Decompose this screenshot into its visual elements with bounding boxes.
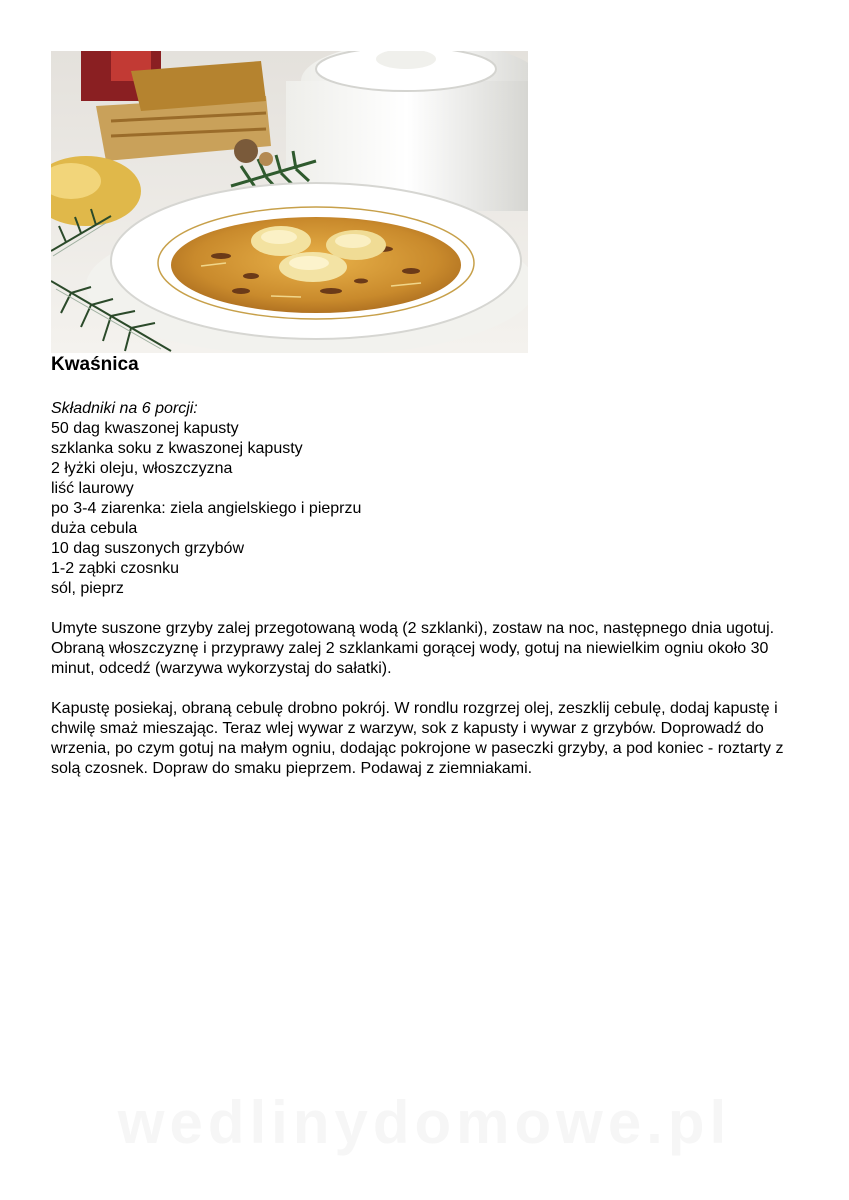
recipe-title: Kwaśnica [51,354,139,375]
ingredients-list [51,419,811,599]
soup-photo [51,51,528,353]
ingredient-item: szklanka soku z kwaszonej kapusty [51,440,303,457]
ingredient-item: po 3-4 ziarenka: ziela angielskiego i pieprzu [51,500,362,517]
ingredient-item: 50 dag kwaszonej kapusty [51,420,239,437]
instructions-paragraph-1: Umyte suszone grzyby zalej przegotowaną wodą (2 szklanki), zostaw na noc, następnego dnia ugotuj. Obraną włoszczyznę i przyprawy zalej 2 szklankami gorącej wody, gotuj na niewielkim ogniu około 30 minut, odcedź (warzywa wykorzystaj do sałatki). [51,620,775,677]
recipe-body [51,399,811,779]
ingredient-item: duża cebula [51,520,138,537]
ingredient-item: liść laurowy [51,480,134,497]
ingredient-item: 1-2 ząbki czosnku [51,560,180,577]
ingredients-heading: Składniki na 6 porcji: [51,400,198,417]
ingredient-item: sól, pieprz [51,580,124,597]
ingredient-item: 10 dag suszonych grzybów [51,540,244,557]
instructions-paragraph-2: Kapustę posiekaj, obraną cebulę drobno pokrój. W rondlu rozgrzej olej, zeszklij cebulę, dodaj kapustę i chwilę smaż mieszając. Teraz wlej wywar z warzyw, sok z kapusty i wywar z grzybów. Doprowadź do wrzenia, po czym gotuj na małym ogniu, dodając pokrojone w paseczki grzyby, a pod koniec - roztarty z solą czosnek. Dopraw do smaku pieprzem. Podawaj z ziemniakami. [51,700,784,777]
watermark-text: wedlinydomowe.pl [117,1089,732,1156]
ingredient-item: 2 łyżki oleju, włoszczyzna [51,460,233,477]
